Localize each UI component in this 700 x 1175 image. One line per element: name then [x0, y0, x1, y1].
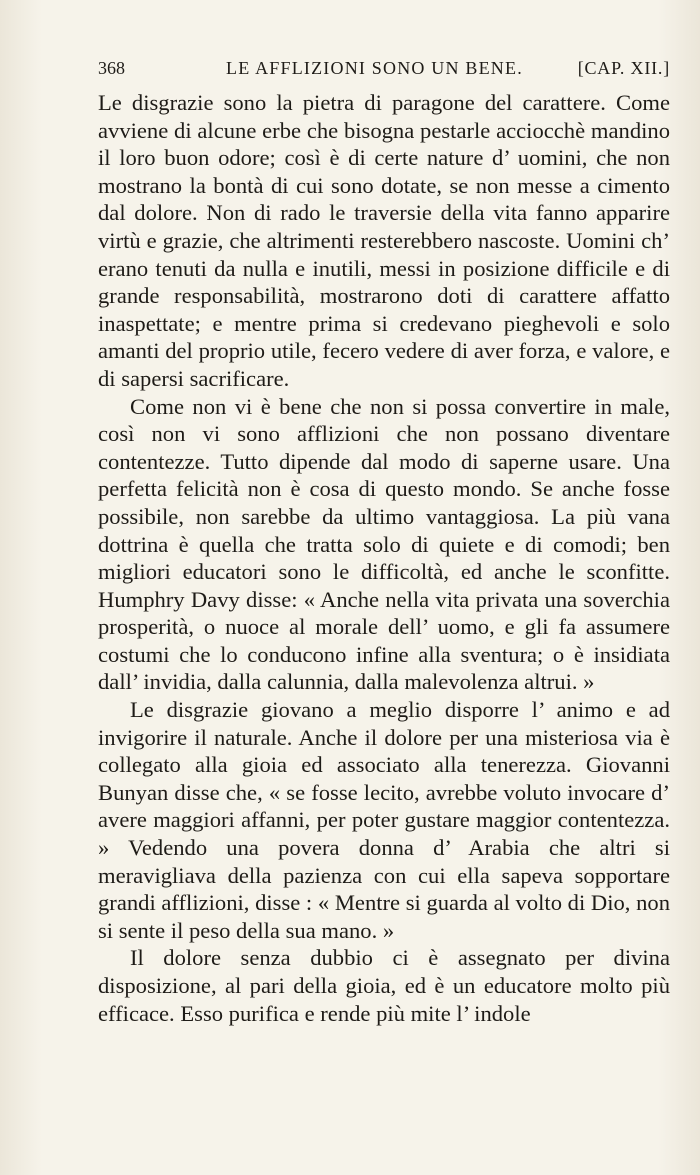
running-title: LE AFFLIZIONI SONO UN BENE. — [226, 58, 523, 78]
paragraph-3: Le disgrazie giovano a meglio disporre l’ animo e ad invigorire il naturale. Anche il dolore per una misteriosa via è collegato alla gioia ed associato alla tenerezza. Giovanni Bunyan disse che, « se fosse lecito, avrebbe voluto invocare d’ avere maggiori affanni, per poter gustare maggior contentezza. » Vedendo una povera donna d’ Arabia che altri si meravigliava della pazienza con cui ella sapeva sopportare grandi afflizioni, disse : « Mentre si guarda al volto di Dio, non si sente il peso della sua mano. » — [98, 697, 670, 943]
page-number: 368 — [98, 58, 125, 78]
paragraph-1: Le disgrazie sono la pietra di paragone del carattere. Come avviene di alcune erbe che bisogna pestarle acciocchè mandino il loro buon odore; così è di certe nature d’ uomini, che non mostrano la bontà di cui sono dotate, se non messe a cimento dal dolore. Non di rado le traversie della vita fanno apparire virtù e grazie, che altrimenti resterebbero nascoste. Uomini ch’ erano tenuti da nulla e inutili, messi in posizione difficile e di grande responsabilità, mostrarono doti di carattere affatto inaspettate; e mentre prima si credevano pieghevoli e solo amanti del proprio utile, fecero vedere di aver forza, e valore, e di sapersi sacrificare. — [98, 90, 670, 391]
paragraph-2: Come non vi è bene che non si possa convertire in male, così non vi sono afflizioni che non possano diventare contentezze. Tutto dipende dal modo di saperne usare. Una perfetta felicità non è cosa di questo mondo. Se anche fosse possibile, non sarebbe da ultimo vantaggiosa. La più vana dottrina è quella che tratta solo di quiete e di comodi; ben migliori educatori sono le difficoltà, ed anche le sconfitte. Humphry Davy disse: « Anche nella vita privata una soverchia prosperità, o nuoce al morale dell’ uomo, e gli fa assumere costumi che lo conducono infine alla sventura; o è insidiata dall’ invidia, dalla calunnia, dalla malevolenza altrui. » — [98, 393, 670, 695]
page-header — [98, 58, 670, 82]
paragraph-4: Il dolore senza dubbio ci è assegnato per divina disposizione, al pari della gioia, ed è un educatore molto più efficace. Esso purifica e rende più mite l’ indole — [98, 945, 670, 1026]
body-text — [98, 89, 670, 1027]
chapter-reference: [CAP. XII.] — [577, 58, 670, 78]
